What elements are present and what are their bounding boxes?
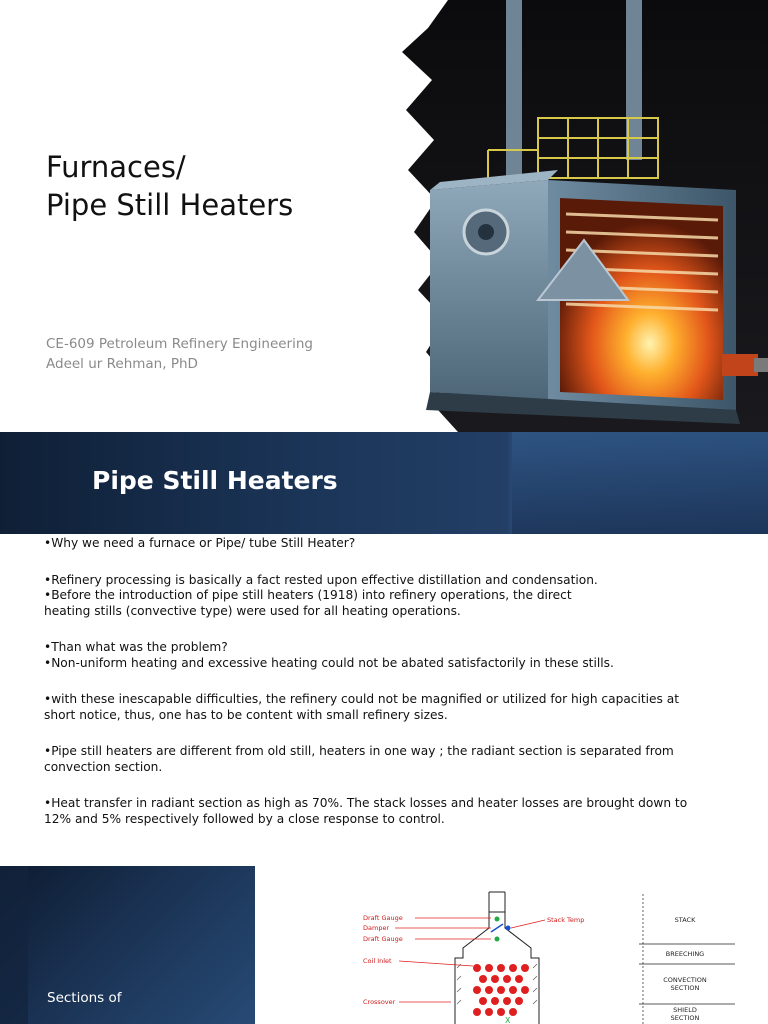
label-convection-2: SECTION bbox=[670, 984, 700, 992]
author-label: Adeel ur Rehman, PhD bbox=[46, 356, 198, 372]
panel-stripe bbox=[0, 866, 28, 1024]
label-damper: Damper bbox=[363, 924, 390, 932]
slide-header bbox=[0, 432, 768, 534]
label-shield-1: SHIELD bbox=[673, 1006, 697, 1014]
title-line-2: Pipe Still Heaters bbox=[46, 188, 294, 222]
label-draft-gauge-top: Draft Gauge bbox=[363, 914, 403, 922]
bullet-item: •with these inescapable difficulties, the refinery could not be magnified or utilized for high capacities at short notice, thus, one has to be content with small refinery sizes. bbox=[44, 692, 680, 722]
bullet-item: •Why we need a furnace or Pipe/ tube Still Heater? bbox=[44, 536, 356, 550]
title-line-1: Furnaces/ bbox=[46, 150, 186, 184]
title-slide bbox=[0, 0, 768, 432]
course-label: CE-609 Petroleum Refinery Engineering bbox=[46, 336, 313, 352]
sections-side-panel bbox=[0, 866, 255, 1024]
svg-text:X: X bbox=[505, 1016, 511, 1024]
bullet-item: •Heat transfer in radiant section as high as 70%. The stack losses and heater losses are brought down to 12% and 5% respectively followed by a close response to control. bbox=[44, 796, 688, 826]
title-slide-heading bbox=[46, 148, 293, 224]
bullet-item: •Non-uniform heating and excessive heating could not be abated satisfactorily in these stills. bbox=[44, 655, 614, 670]
draft-gauge-dot bbox=[495, 937, 500, 942]
bullet-item: •Before the introduction of pipe still heaters (1918) into refinery operations, the direct heating stills (convective type) were used for all heating operations. bbox=[44, 588, 572, 618]
label-stack: STACK bbox=[674, 916, 696, 924]
slide-title: Pipe Still Heaters bbox=[92, 466, 338, 495]
pipe-still-heaters-slide bbox=[0, 432, 768, 842]
title-slide-subtitle bbox=[46, 334, 313, 374]
label-crossover: Crossover bbox=[363, 998, 396, 1006]
label-convection-1: CONVECTION bbox=[663, 976, 707, 984]
label-coil-inlet: Coil Inlet bbox=[363, 957, 392, 965]
bullet-list bbox=[44, 536, 694, 827]
header-accent-band bbox=[512, 432, 768, 534]
label-breeching: BREECHING bbox=[665, 950, 705, 958]
bullet-item: •Than what was the problem? bbox=[44, 640, 228, 654]
bullet-item: •Pipe still heaters are different from old still, heaters in one way ; the radiant section is separated from convection section. bbox=[44, 744, 674, 774]
furnace-illustration bbox=[388, 0, 768, 432]
bullet-item: •Refinery processing is basically a fact rested upon effective distillation and condensation. bbox=[44, 572, 598, 587]
heater-sections-diagram bbox=[355, 888, 735, 1024]
sections-title: Sections of bbox=[47, 990, 122, 1006]
label-shield-2: SECTION bbox=[670, 1014, 700, 1022]
label-stack-temp: Stack Temp bbox=[547, 916, 585, 924]
sections-slide bbox=[0, 866, 768, 1024]
label-draft-gauge-bottom: Draft Gauge bbox=[363, 935, 403, 943]
draft-gauge-dot bbox=[495, 917, 500, 922]
